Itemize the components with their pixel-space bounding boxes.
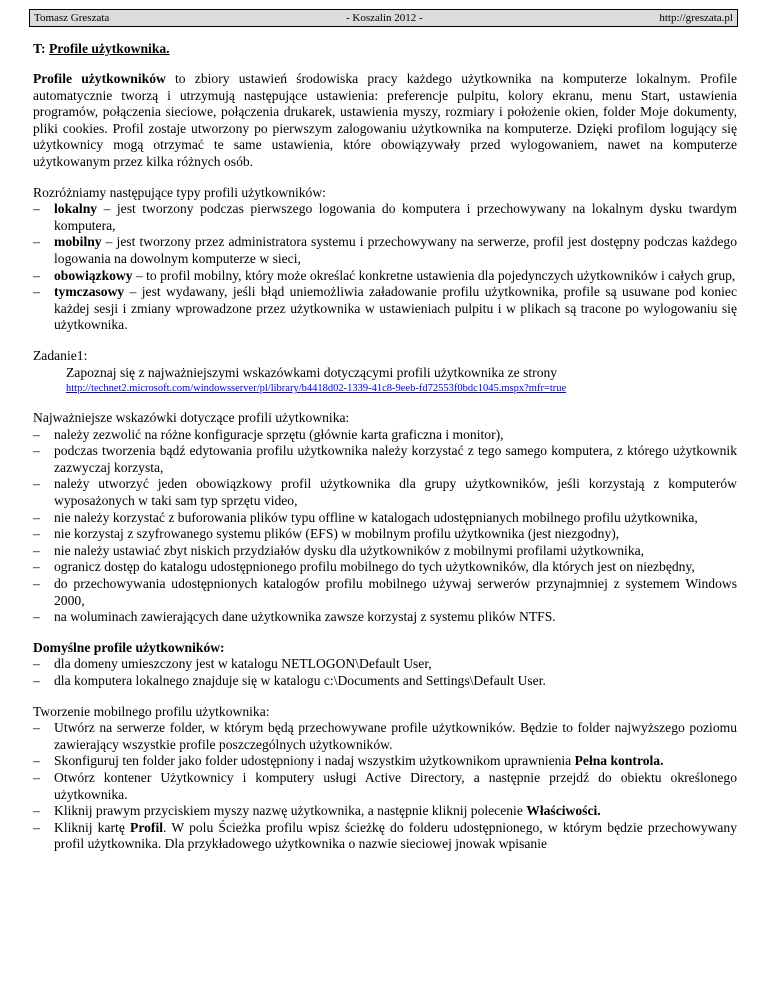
list-item: – nie należy ustawiać zbyt niskich przydziałów dysku dla użytkowników z mobilnymi profilami użytkownika, — [33, 542, 645, 558]
types-list — [33, 201, 737, 334]
list-item: – na woluminach zawierających dane użytkownika zawsze korzystaj z systemu plików NTFS. — [33, 609, 556, 625]
list-item: – Kliknij kartę Profil. W polu Ścieżka profilu wpisz ścieżkę do folderu udostępnionego, w którym będzie przechowywany profil użytkownika. Dla przykładowego użytkownika o nazwie sieciowej jnowak wpisanie — [33, 819, 738, 852]
list-item: – do przechowywania udostępnionych katalogów profilu mobilnego używaj serwerów przynajmniej z systemem Windows 2000, — [33, 576, 737, 608]
list-item: – należy utworzyć jeden obowiązkowy profil użytkownika dla grupy użytkowników, jeśli korzystają z komputerów wyposażonych w taki sam typ sprzętu video, — [33, 476, 737, 509]
defaults-section — [33, 640, 737, 690]
list-item: – Otwórz kontener Użytkownicy i komputery usługi Active Directory, a następnie przejdź do obiektu określonego użytkownika. — [33, 769, 737, 802]
page-header — [29, 9, 738, 27]
types-section — [33, 185, 737, 334]
header-center: - Koszalin 2012 - — [345, 12, 423, 24]
title-prefix: T: — [33, 41, 49, 56]
list-item: – Utwórz na serwerze folder, w którym będą przechowywane profile użytkowników. Będzie to folder najwyższego poziomu zawierający wszystkie profile poszczególnych użytkowników. — [33, 720, 737, 752]
list-item: – ogranicz dostęp do katalogu udostępnionego profilu mobilnego do tych użytkowników, dla których jest on niezbędny, — [33, 559, 695, 575]
list-item: – dla domeny umieszczony jest w katalogu NETLOGON\Default User, — [33, 656, 432, 672]
defaults-heading: Domyślne profile użytkowników: — [33, 639, 225, 655]
task-link[interactable]: http://technet2.microsoft.com/windowsserver/pl/library/b4418d02-1339-41c8-9eeb-fd72553f0bdc1045.mspx?mfr=true — [66, 383, 567, 395]
list-item: – podczas tworzenia bądź edytowania profilu użytkownika należy korzystać z tego samego komputera, z którego użytkownik zazwyczaj korzysta, — [33, 443, 737, 475]
task-section — [33, 348, 737, 396]
document-body — [33, 40, 737, 867]
list-item: – obowiązkowy – to profil mobilny, który może określać konkretne ustawienia dla pojedynczych użytkowników i całych grup, — [33, 267, 736, 283]
tips-list — [33, 427, 737, 626]
list-item: – mobilny – jest tworzony przez administratora systemu i przechowywany na serwerze, profil jest dostępny podczas każdego logowania na dowolnym komputerze w sieci, — [33, 234, 737, 266]
list-item: – tymczasowy – jest wydawany, jeśli błąd uniemożliwia załadowanie profilu użytkownika, profile są usuwane pod koniec każdej sesji i zmiany wprowadzone przez użytkownika w ustawieniach pulpitu i w plikach są tracone po wylogowaniu się użytkownika. — [33, 284, 737, 333]
list-item: – Kliknij prawym przyciskiem myszy nazwę użytkownika, a następnie kliknij polecenie Właściwości. — [33, 803, 601, 819]
list-item: – należy zezwolić na różne konfiguracje sprzętu (głównie karta graficzna i monitor), — [33, 426, 504, 442]
tips-heading: Najważniejsze wskazówki dotyczące profili użytkownika: — [33, 410, 350, 426]
list-item: – Skonfiguruj ten folder jako folder udostępniony i nadaj wszystkim użytkownikom uprawnienia Pełna kontrola. — [33, 753, 664, 769]
list-item: – nie należy korzystać z buforowania plików typu offline w katalogach udostępnianych mobilnego profilu użytkownika, — [33, 509, 698, 525]
types-heading: Rozróżniamy następujące typy profili użytkowników: — [33, 184, 326, 200]
mobile-list — [33, 720, 737, 853]
header-site: http://greszata.pl — [659, 12, 733, 24]
tips-section — [33, 410, 737, 626]
task-label: Zadanie1: — [33, 347, 88, 363]
list-item: – lokalny – jest tworzony podczas pierwszego logowania do komputera i przechowywany na lokalnym dysku twardym komputera, — [33, 201, 737, 233]
title-text: Profile użytkownika. — [48, 41, 170, 56]
intro-paragraph — [33, 71, 737, 171]
intro-rest: to zbiory ustawień środowiska pracy każdego użytkownika na komputerze lokalnym. Profile automatycznie tworzą i utrzymują następujące ustawienia: preferencje pulpitu, kolory ekranu, menu Start, ustawienia programów, połączenia sieciowe, połączenia drukarek, ustawienia myszy, rozmiary i położenie okien, folder Moje dokumenty, pliki cookies. Profil zostaje utworzony po pierwszym zalogowaniu użytkownika na komputerze. Dzięki profilom logujący się użytkownicy mogą otrzymać te same ustawienia, które obowiązywały przed wylogowaniem, nawet na komputerze użytkowanym przez kilka różnych osób. — [33, 71, 737, 169]
header-author: Tomasz Greszata — [34, 12, 110, 24]
page-title — [33, 40, 737, 57]
task-text: Zapoznaj się z najważniejszymi wskazówkami dotyczącymi profili użytkownika ze strony — [66, 364, 558, 380]
mobile-section — [33, 704, 737, 853]
mobile-heading: Tworzenie mobilnego profilu użytkownika: — [33, 703, 270, 719]
defaults-list — [33, 656, 737, 689]
list-item: – dla komputera lokalnego znajduje się w katalogu c:\Documents and Settings\Default User. — [33, 673, 546, 688]
list-item: – nie korzystaj z szyfrowanego systemu plików (EFS) w mobilnym profilu użytkownika (jest niezgodny), — [33, 526, 620, 542]
intro-bold: Profile użytkowników — [33, 71, 166, 86]
